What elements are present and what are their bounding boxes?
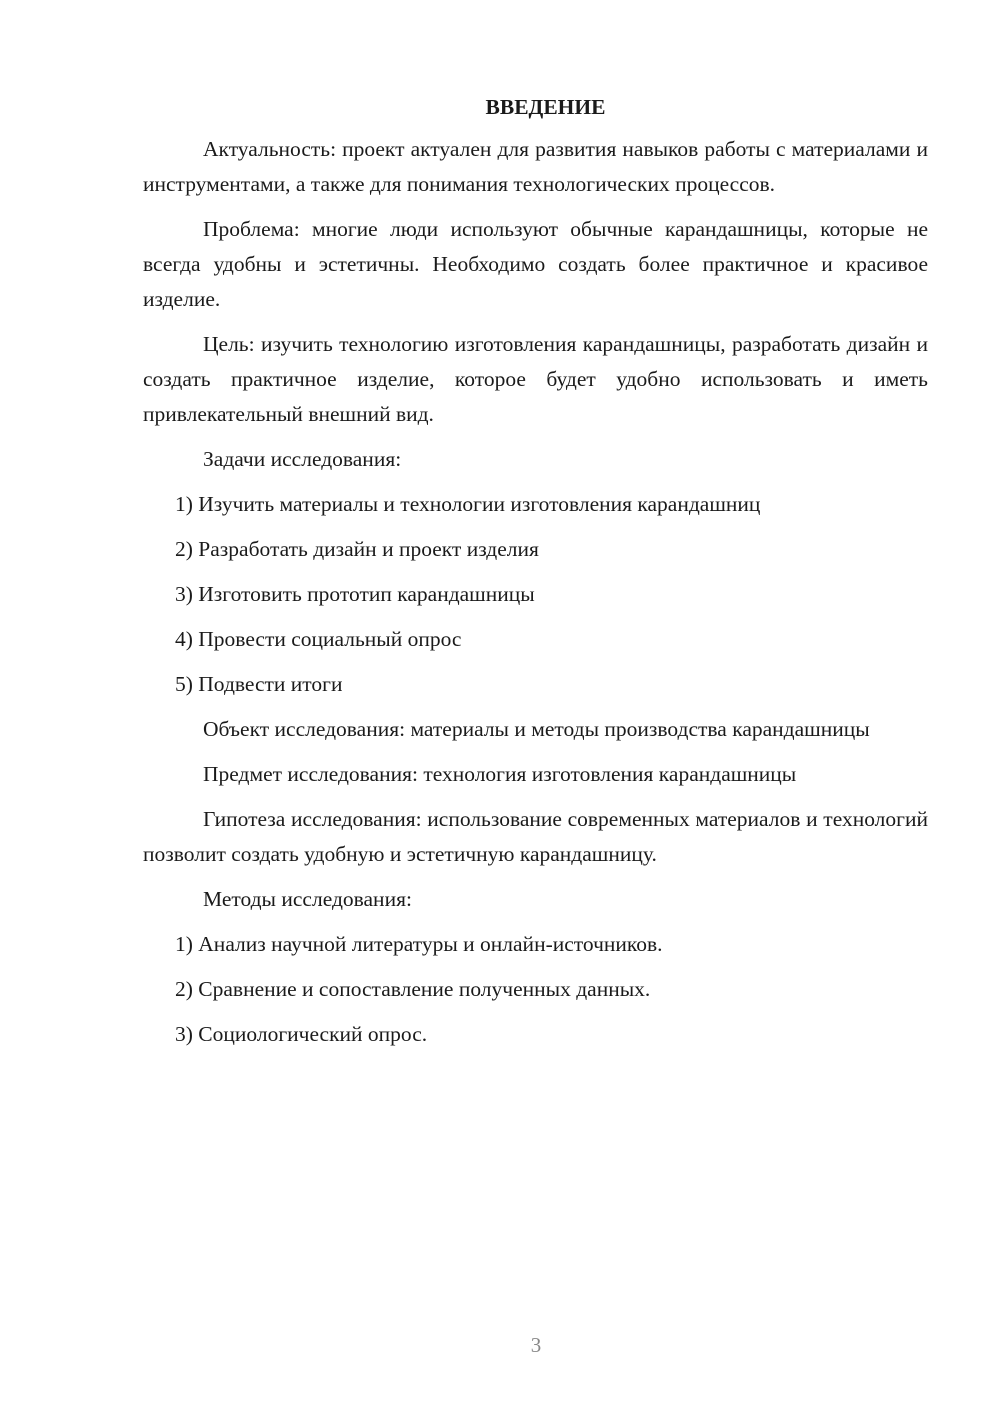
document-page — [143, 90, 928, 1062]
paragraph-methods-label: Методы исследования: — [203, 887, 412, 911]
section-heading: ВВЕДЕНИЕ — [485, 95, 606, 119]
page-number: 3 — [530, 1333, 542, 1357]
paragraph-problem: Проблема: многие люди используют обычные карандашницы, которые не всегда удобны и эстетичны. Необходимо создать более практичное и красивое изделие. — [143, 217, 928, 311]
list-item: 3) Социологический опрос. — [175, 1022, 428, 1046]
list-item: 1) Изучить материалы и технологии изготовления карандашниц — [175, 492, 761, 516]
methods-list — [143, 927, 928, 1052]
paragraph-subject: Предмет исследования: технология изготовления карандашницы — [203, 762, 797, 786]
list-item: 4) Провести социальный опрос — [175, 627, 462, 651]
list-item: 2) Разработать дизайн и проект изделия — [175, 537, 539, 561]
tasks-list — [143, 487, 928, 702]
paragraph-object: Объект исследования: материалы и методы производства карандашницы — [203, 717, 870, 741]
list-item: 1) Анализ научной литературы и онлайн-источников. — [175, 932, 663, 956]
paragraph-hypothesis: Гипотеза исследования: использование современных материалов и технологий позволит создать удобную и эстетичную карандашницу. — [143, 807, 928, 866]
paragraph-relevance: Актуальность: проект актуален для развития навыков работы с материалами и инструментами, а также для понимания технологических процессов. — [143, 137, 928, 196]
paragraph-goal: Цель: изучить технологию изготовления карандашницы, разработать дизайн и создать практичное изделие, которое будет удобно использовать и иметь привлекательный внешний вид. — [143, 332, 928, 426]
list-item: 2) Сравнение и сопоставление полученных данных. — [175, 977, 651, 1001]
paragraph-tasks-label: Задачи исследования: — [203, 447, 402, 471]
list-item: 5) Подвести итоги — [175, 672, 343, 696]
list-item: 3) Изготовить прототип карандашницы — [175, 582, 535, 606]
